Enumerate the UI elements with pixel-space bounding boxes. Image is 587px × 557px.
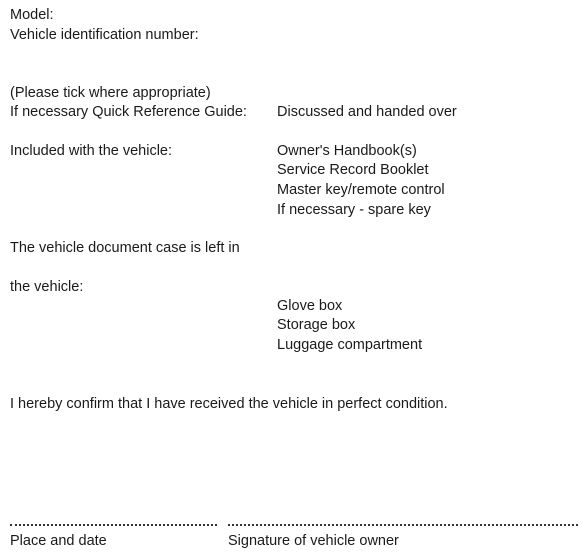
document-case-luggage-compartment[interactable]: Luggage compartment [277, 337, 423, 353]
tick-instruction: (Please tick where appropriate) [10, 85, 211, 101]
document-case-label: The vehicle document case is left in [10, 240, 240, 256]
included-item-spare-key[interactable]: If necessary - spare key [277, 202, 431, 218]
owner-signature-line[interactable] [228, 518, 578, 526]
quick-reference-option[interactable]: Discussed and handed over [277, 104, 457, 120]
owner-signature-label: Signature of vehicle owner [228, 533, 399, 549]
place-date-label: Place and date [10, 533, 107, 549]
document-case-storage-box[interactable]: Storage box [277, 317, 356, 333]
confirmation-statement: I hereby confirm that I have received the vehicle in perfect condition. [10, 396, 448, 412]
included-item-master-key[interactable]: Master key/remote control [277, 182, 445, 198]
included-item-service-record[interactable]: Service Record Booklet [277, 162, 429, 178]
included-item-owners-handbook[interactable]: Owner's Handbook(s) [277, 143, 417, 159]
vin-label: Vehicle identification number: [10, 27, 199, 43]
document-case-label-cont: the vehicle: [10, 279, 84, 295]
included-label: Included with the vehicle: [10, 143, 173, 159]
quick-reference-label: If necessary Quick Reference Guide: [10, 104, 247, 120]
place-date-line[interactable] [10, 518, 217, 526]
document-case-glove-box[interactable]: Glove box [277, 298, 343, 314]
model-label: Model: [10, 7, 54, 23]
